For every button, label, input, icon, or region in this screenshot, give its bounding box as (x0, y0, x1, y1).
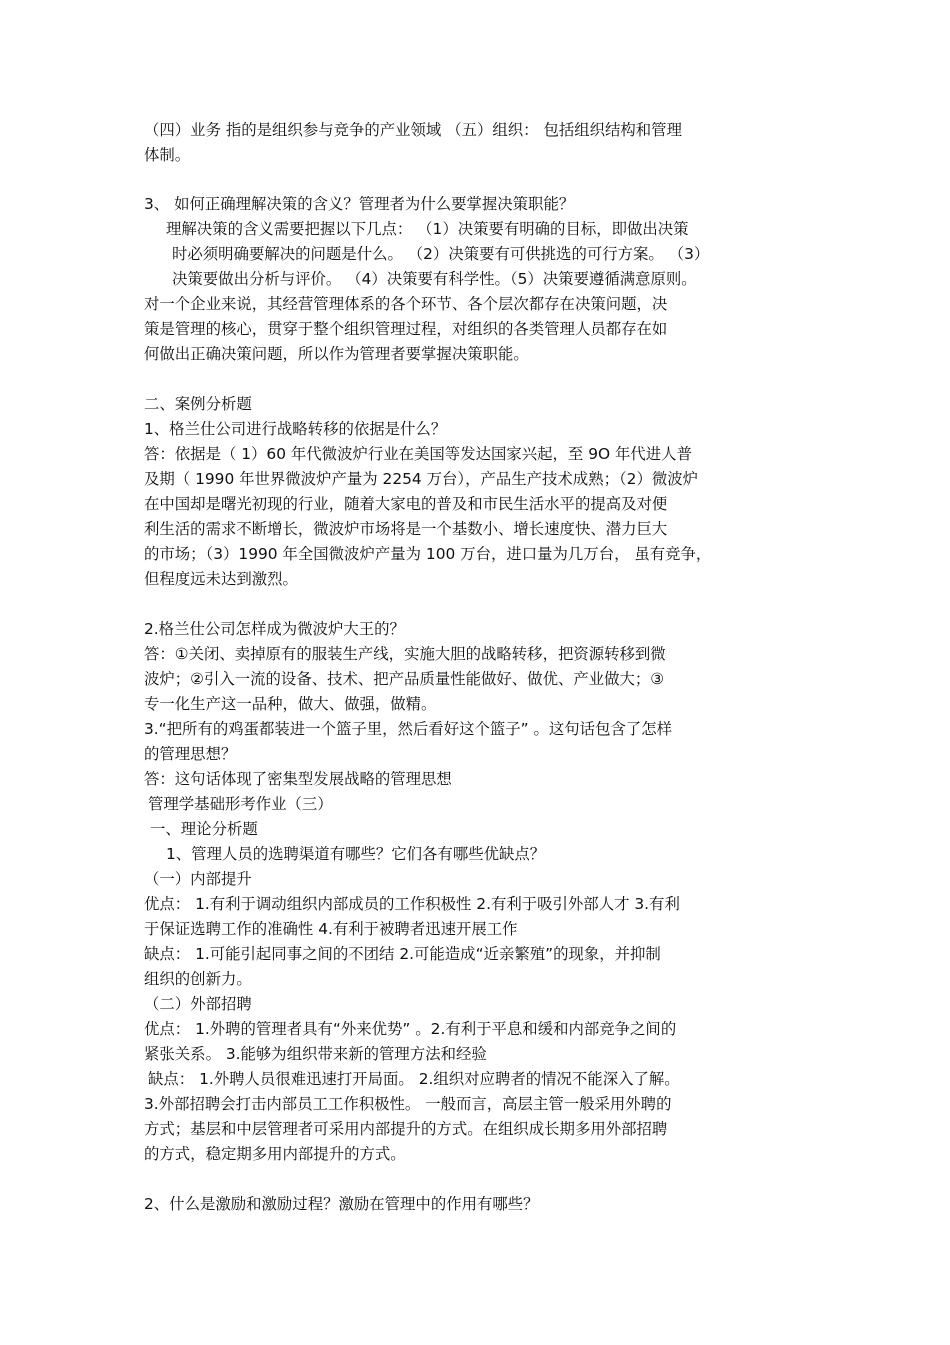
text-line: 紧张关系。 3.能够为组织带来新的管理方法和经验 (144, 1045, 487, 1063)
text-line: 策是管理的核心，贯穿于整个组织管理过程，对组织的各类管理人员都存在如 (144, 320, 668, 338)
text-line: 利生活的需求不断增长，微波炉市场将是一个基数小、增长速度快、潜力巨大 (144, 520, 668, 538)
text-line: 及期（ 1990 年世界微波炉产量为 2254 万台），产品生产技术成熟；（2）微波炉 (144, 470, 699, 488)
text-line: 3.外部招聘会打击内部员工工作积极性。 一般而言，高层主管一般采用外聘的 (144, 1095, 672, 1113)
text-line: 答：这句话体现了密集型发展战略的管理思想 (144, 770, 452, 788)
text-line: 但程度远未达到激烈。 (144, 570, 298, 588)
text-line: 波炉；②引入一流的设备、技术、把产品质量性能做好、做优、产业做大；③ (144, 670, 665, 688)
question-heading: 1、管理人员的选聘渠道有哪些？它们各有哪些优缺点？ (166, 845, 546, 863)
text-line: 在中国却是曙光初现的行业，随着大家电的普及和市民生活水平的提高及对便 (144, 495, 668, 513)
question-heading: 1、格兰仕公司进行战略转移的依据是什么？ (144, 420, 447, 438)
section-heading: 二、案例分析题 (144, 395, 252, 413)
text-line: 决策要做出分析与评价。 （4）决策要有科学性。（5）决策要遵循满意原则。 (172, 270, 697, 288)
text-line: 答：①关闭、卖掉原有的服装生产线，实施大胆的战略转移，把资源转移到微 (144, 645, 666, 663)
question-heading: 3.“把所有的鸡蛋都装进一个篮子里，然后看好这个篮子” 。这句话包含了怎样 (144, 720, 673, 738)
question-heading: 2.格兰仕公司怎样成为微波炉大王的？ (144, 620, 405, 638)
text-line: 对一个企业来说，其经营管理体系的各个环节、各个层次都存在决策问题，决 (144, 295, 668, 313)
text-line: 的方式，稳定期多用内部提升的方式。 (144, 1145, 406, 1163)
text-line: （四）业务 指的是组织参与竞争的产业领域 （五）组织： 包括组织结构和管理 (144, 121, 682, 139)
text-line: 答：依据是（ 1）60 年代微波炉行业在美国等发达国家兴起，至 9O 年代进人普 (144, 445, 692, 463)
text-line: 专一化生产这一品种，做大、做强，做精。 (144, 695, 437, 713)
subsection-heading: （二）外部招聘 (144, 995, 252, 1013)
text-line: 理解决策的含义需要把握以下几点： （1）决策要有明确的目标，即做出决策 (166, 220, 689, 238)
text-line: 体制。 (144, 146, 191, 164)
text-line: 缺点： 1.可能引起同事之间的不团结 2.可能造成“近亲繁殖”的现象，并抑制 (144, 945, 661, 963)
question-heading: 2、什么是激励和激励过程？激励在管理中的作用有哪些？ (144, 1195, 539, 1213)
text-line: 的市场；（3）1990 年全国微波炉产量为 100 万台，进口量为几万台， 虽有竞争， (144, 545, 712, 563)
question-heading: 3、 如何正确理解决策的含义？管理者为什么要掌握决策职能？ (144, 195, 575, 213)
text-line: 何做出正确决策问题，所以作为管理者要掌握决策职能。 (144, 345, 529, 363)
text-line: 的管理思想？ (144, 745, 237, 763)
text-line: 时必须明确要解决的问题是什么。 （2）决策要有可供挑选的可行方案。 （3） (172, 245, 710, 263)
assignment-title: 管理学基础形考作业（三） (148, 795, 333, 813)
text-line: 优点： 1.外聘的管理者具有“外来优势” 。2.有利于平息和缓和内部竞争之间的 (144, 1020, 677, 1038)
text-line: 缺点： 1.外聘人员很难迅速打开局面。 2.组织对应聘者的情况不能深入了解。 (148, 1070, 680, 1088)
text-line: 组织的创新力。 (144, 970, 252, 988)
section-heading: 一、理论分析题 (150, 820, 258, 838)
text-line: 于保证选聘工作的准确性 4.有利于被聘者迅速开展工作 (144, 920, 518, 938)
text-line: 优点： 1.有利于调动组织内部成员的工作积极性 2.有利于吸引外部人才 3.有利 (144, 895, 680, 913)
text-line: 方式；基层和中层管理者可采用内部提升的方式。在组织成长期多用外部招聘 (144, 1120, 668, 1138)
subsection-heading: （一）内部提升 (144, 870, 252, 888)
